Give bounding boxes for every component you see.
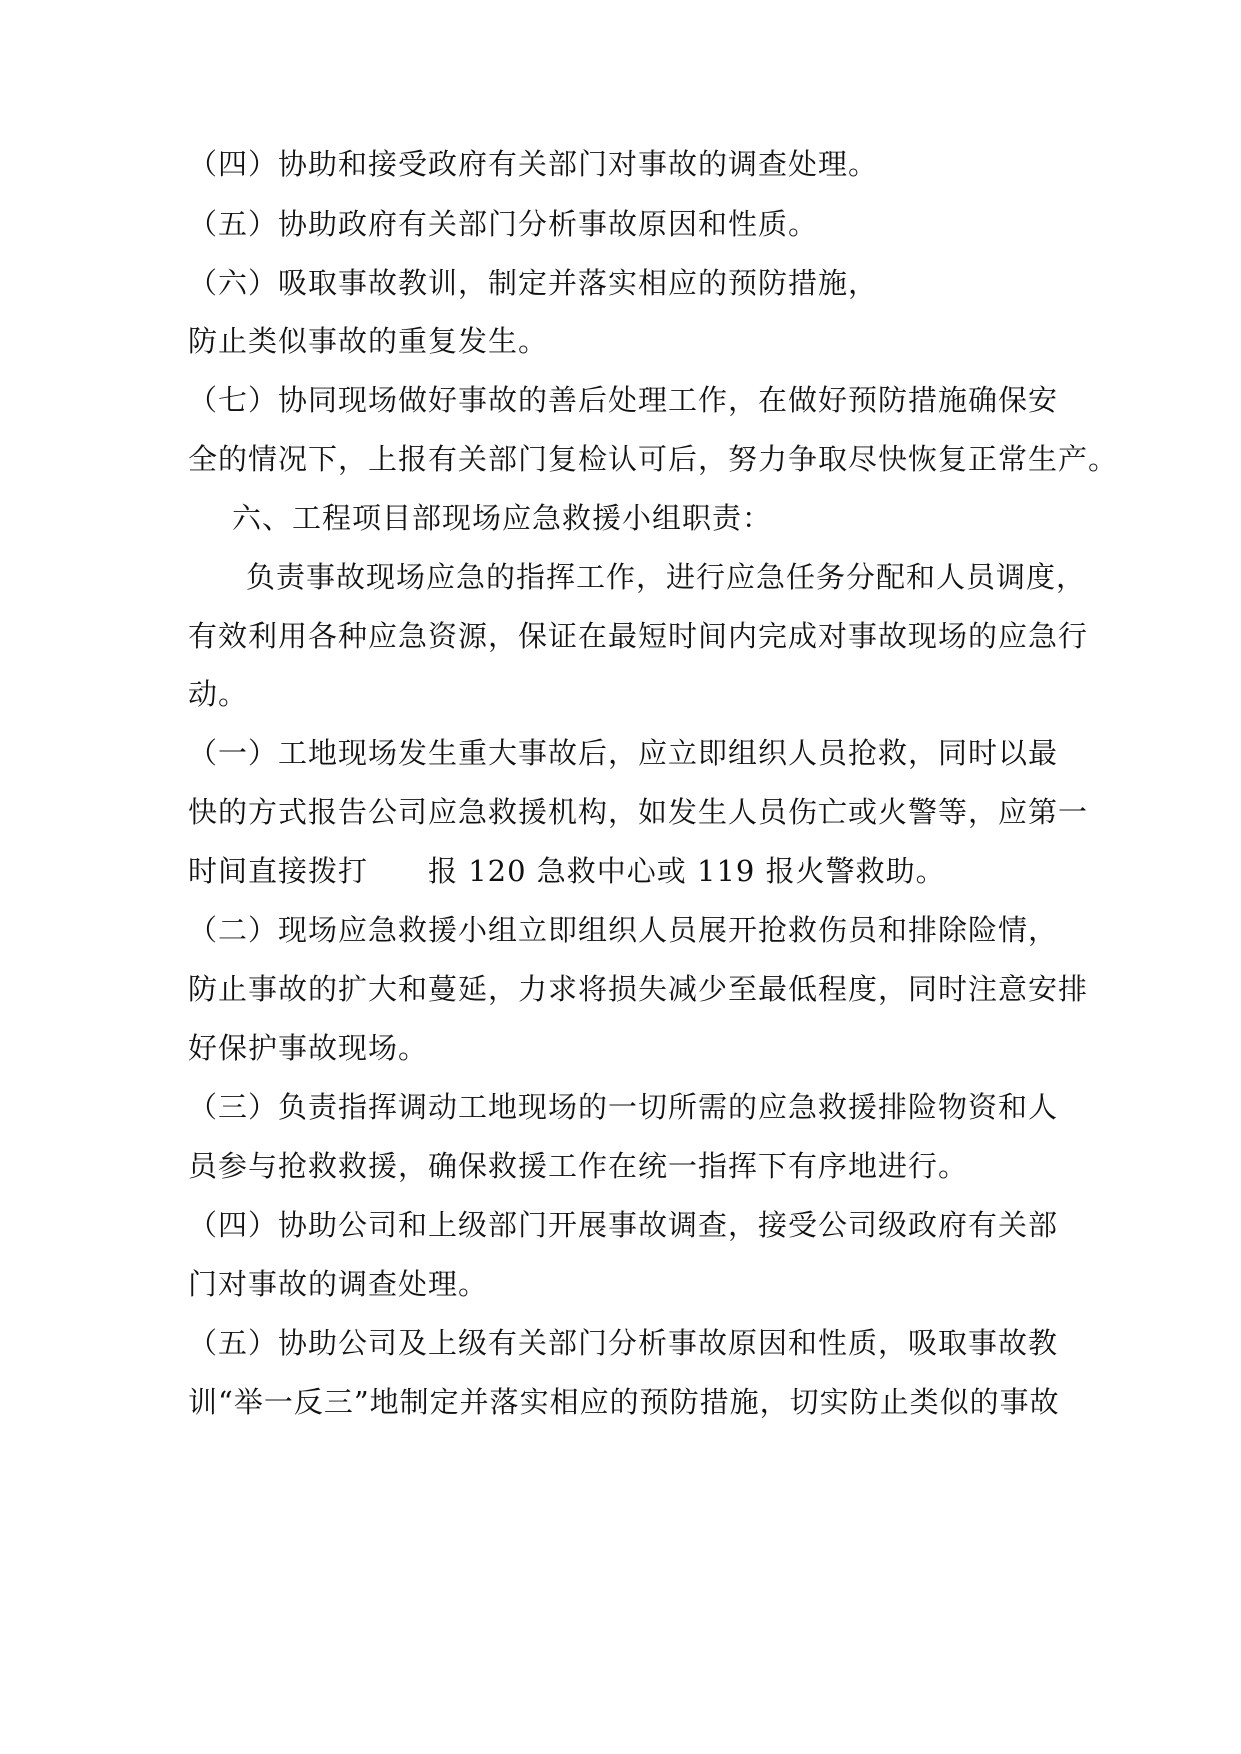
text-line: （一）工地现场发生重大事故后，应立即组织人员抢救，同时以最: [188, 736, 1059, 770]
text-line: （七）协同现场做好事故的善后处理工作，在做好预防措施确保安: [188, 383, 1059, 417]
text-line: （二）现场应急救援小组立即组织人员展开抢救伤员和排除险情，: [188, 913, 1059, 947]
section-heading: 六、工程项目部现场应急救援小组职责：: [232, 501, 773, 535]
text-line: （六）吸取事故教训，制定并落实相应的预防措施，: [188, 266, 879, 300]
text-line: 负责事故现场应急的指挥工作，进行应急任务分配和人员调度，: [246, 560, 1087, 594]
text-line: （五）协助公司及上级有关部门分析事故原因和性质，吸取事故教: [188, 1326, 1059, 1360]
text-line: （五）协助政府有关部门分析事故原因和性质。: [188, 207, 819, 241]
text-line: 有效利用各种应急资源，保证在最短时间内完成对事故现场的应急行: [188, 619, 1089, 653]
text-line: 全的情况下，上报有关部门复检认可后，努力争取尽快恢复正常生产。: [188, 442, 1119, 476]
text-line: （三）负责指挥调动工地现场的一切所需的应急救援排险物资和人: [188, 1090, 1059, 1124]
text-line: 训“举一反三”地制定并落实相应的预防措施，切实防止类似的事故: [188, 1385, 1060, 1419]
text-line: 时间直接拨打 报 120 急救中心或 119 报火警救助。: [188, 854, 946, 888]
text-line: 员参与抢救救援，确保救援工作在统一指挥下有序地进行。: [188, 1149, 969, 1183]
text-line: （四）协助和接受政府有关部门对事故的调查处理。: [188, 147, 879, 181]
text-line: 快的方式报告公司应急救援机构，如发生人员伤亡或火警等，应第一: [188, 795, 1089, 829]
text-line: 好保护事故现场。: [188, 1031, 429, 1065]
text-line: （四）协助公司和上级部门开展事故调查，接受公司级政府有关部: [188, 1208, 1059, 1242]
text-line: 动。: [188, 677, 249, 711]
text-line: 防止事故的扩大和蔓延，力求将损失减少至最低程度，同时注意安排: [188, 972, 1089, 1006]
text-line: 门对事故的调查处理。: [188, 1267, 489, 1301]
text-line: 防止类似事故的重复发生。: [188, 324, 549, 358]
